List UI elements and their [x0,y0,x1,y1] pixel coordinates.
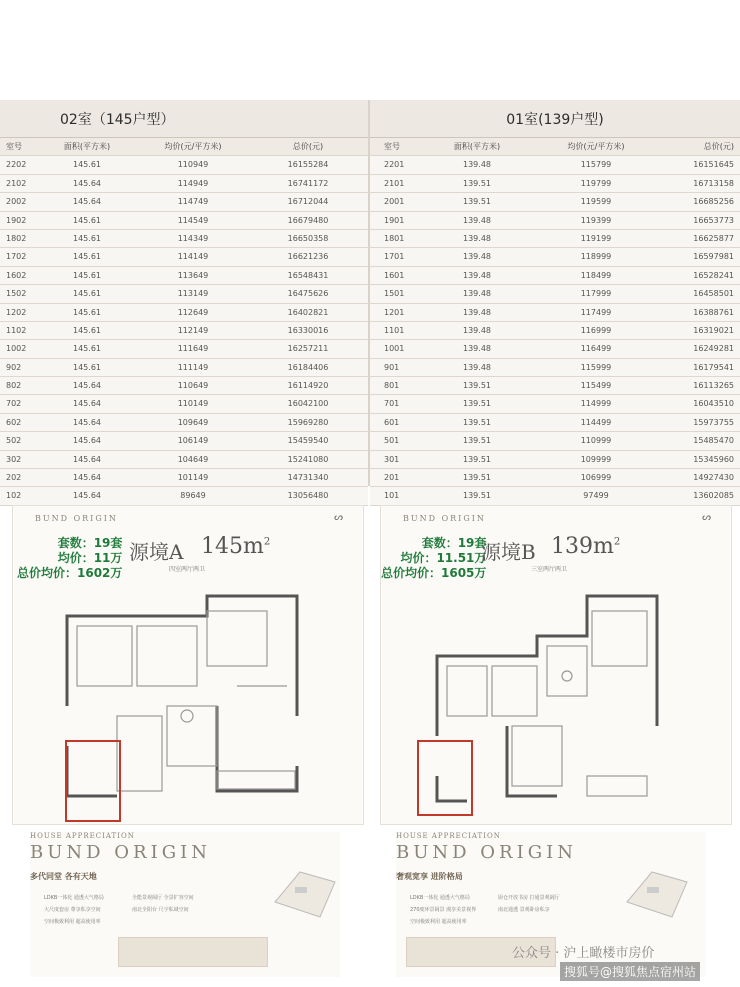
table-cell: 145.64 [73,417,101,427]
table-row [370,230,740,248]
table-row [0,175,368,193]
table-row [0,340,368,358]
table-row [370,212,740,230]
table-cell: 1802 [6,233,27,243]
table-cell: 139.48 [463,160,491,170]
column-header: 面积(平方米) [453,142,501,151]
unit-area: $145m^2$ [201,534,271,559]
watermark-source: 搜狐号@搜狐焦点宿州站 [560,962,700,981]
table-cell: 902 [6,362,22,372]
table-cell: 110149 [177,399,209,409]
table-row [0,230,368,248]
table-cell: 13056480 [287,491,329,501]
feature-item: 大尺度套房 尊享私享空间 [44,907,101,913]
table-row [370,285,740,303]
table-cell: 15973755 [693,417,734,427]
appreciation-panel-a [30,832,340,977]
table-cell: 111649 [177,344,209,354]
table-cell: 701 [384,399,400,409]
table-cell: 113649 [177,270,209,280]
table-cell: 110999 [580,436,612,446]
table-cell: 139.51 [463,473,491,483]
table-row [0,322,368,340]
brand-title: BUND ORIGIN [396,842,577,863]
table-row [0,469,368,487]
table-cell: 16741172 [287,178,329,188]
table-cell: 101 [384,491,400,501]
floorplan-panel-b [380,505,732,825]
table-cell: 145.61 [73,362,101,372]
table-cell: 97499 [583,491,609,501]
table-cell: 16042100 [287,399,329,409]
table-cell: 139.48 [463,289,491,299]
table-cell: 145.64 [73,197,101,207]
site-map-icon [622,862,692,922]
table-cell: 145.61 [73,233,101,243]
table-cell: 16597981 [693,252,734,262]
table-cell: 145.61 [73,215,101,225]
table-cell: 101149 [177,473,209,483]
table-cell: 145.61 [73,325,101,335]
table-cell: 2102 [6,178,27,188]
table-cell: 601 [384,417,400,427]
table-cell: 89649 [180,491,206,501]
table-row [370,304,740,322]
table-cell: 302 [6,454,22,464]
table-cell: 145.64 [73,178,101,188]
table-cell: 145.61 [73,160,101,170]
section-label: HOUSE APPRECIATION [30,832,135,840]
price-tables [0,100,740,501]
table-cell: 106149 [177,436,209,446]
table-row [0,432,368,450]
table-row [370,395,740,413]
table-cell: 15241080 [287,454,329,464]
table-cell: 139.51 [463,399,491,409]
table-cell: 139.48 [463,307,491,317]
stats-block [381,536,486,581]
table-cell: 16621236 [287,252,329,262]
table-cell: 2002 [6,197,27,207]
table-cell: 16113265 [693,381,734,391]
table-cell: 1701 [384,252,405,262]
table-cell: 145.64 [73,436,101,446]
table-cell: 118499 [580,270,612,280]
table-row [370,322,740,340]
feature-item: 空间极致利用 超高使用率 [410,919,467,925]
feature-item: 南北通透 景观卧房私享 [498,907,550,913]
highlight-box [65,740,121,822]
table-cell: 16679480 [287,215,329,225]
feature-item: LDKB一体化 通透大气格局 [410,895,470,901]
column-header: 室号 [6,142,22,151]
section-title: 奢观宽享 进阶格局 [396,872,463,881]
table-cell: 114349 [177,233,209,243]
table-row [0,359,368,377]
table-cell: 16114920 [287,381,329,391]
table-cell: 1101 [384,325,405,335]
table-cell: 119399 [580,215,612,225]
feature-item: 厨仓开放书房 打通景观阔厅 [498,895,560,901]
table-cell: 114149 [177,252,209,262]
table-cell: 139.48 [463,362,491,372]
section-label: HOUSE APPRECIATION [396,832,501,840]
brand-logo-icon: ᔕ [334,512,343,523]
table-cell: 139.48 [463,215,491,225]
table-cell: 139.51 [463,417,491,427]
table-cell: 114949 [177,178,209,188]
table-cell: 801 [384,381,400,391]
table-cell: 702 [6,399,22,409]
table-cell: 1902 [6,215,27,225]
table-cell: 1202 [6,307,27,317]
table-cell: 16685256 [693,197,734,207]
table-cell: 113149 [177,289,209,299]
table-cell: 501 [384,436,400,446]
table-cell: 16402821 [287,307,329,317]
feature-item: LDKB一体化 通透大气格局 [44,895,104,901]
brand-logo-icon: ᔕ [702,512,711,523]
brand-title: BUND ORIGIN [30,842,211,863]
table-cell: 16475626 [287,289,329,299]
highlight-box [417,740,473,816]
table-cell: 16625877 [693,233,734,243]
table-cell: 1502 [6,289,27,299]
table-row [0,377,368,395]
unit-name: 源境A [129,540,184,564]
table-row [370,193,740,211]
table-row [370,414,740,432]
unit-area: $139m^2$ [551,534,621,559]
table-row [0,451,368,469]
table-cell: 115499 [580,381,612,391]
table-cell: 16043510 [693,399,734,409]
table-cell: 16179541 [693,362,734,372]
table-cell: 502 [6,436,22,446]
table-row [370,432,740,450]
unit-layout: 三室两厅两卫 [531,566,568,573]
table-cell: 16249281 [693,344,734,354]
table-divider [368,100,370,486]
table-cell: 115999 [580,362,612,372]
table-row [370,340,740,358]
table-cell: 145.64 [73,473,101,483]
table-cell: 110949 [177,160,209,170]
table-cell: 117999 [580,289,612,299]
table-header-row [0,138,368,156]
table-row [0,304,368,322]
table-cell: 2001 [384,197,405,207]
table-cell: 145.64 [73,399,101,409]
table-cell: 201 [384,473,400,483]
table-cell: 115799 [580,160,612,170]
feature-item: 270度环景阔景 漫享美景视界 [410,907,477,913]
table-row [0,248,368,266]
table-cell: 114549 [177,215,209,225]
column-header: 面积(平方米) [63,142,111,151]
column-header: 总价(元) [292,142,324,151]
table-title: 01室(139户型) [370,100,740,138]
table-cell: 145.64 [73,381,101,391]
column-header: 均价(元/平方米) [567,142,625,151]
table-cell: 16319021 [693,325,734,335]
table-cell: 1901 [384,215,405,225]
table-cell: 139.48 [463,270,491,280]
table-cell: 145.61 [73,289,101,299]
table-row [370,267,740,285]
column-header: 总价(元) [703,142,734,151]
table-row [0,193,368,211]
table-row [370,175,740,193]
table-row [370,359,740,377]
column-header: 室号 [384,142,400,151]
table-row [370,248,740,266]
table-cell: 117499 [580,307,612,317]
table-cell: 139.51 [463,436,491,446]
table-cell: 145.61 [73,270,101,280]
unit-layout: 四室两厅两卫 [169,566,206,573]
table-cell: 116999 [580,325,612,335]
total-price: 总价均价：1605万 [381,566,487,580]
table-cell: 16548431 [287,270,329,280]
brand-label: BUND ORIGIN [35,514,118,523]
table-cell: 145.64 [73,491,101,501]
table-cell: 1501 [384,289,405,299]
table-cell: 301 [384,454,400,464]
table-cell: 139.51 [463,454,491,464]
table-row [0,487,368,505]
table-cell: 145.61 [73,252,101,262]
feature-item: 空间极致利用 超高使用率 [44,919,101,925]
table-cell: 16184406 [287,362,329,372]
table-cell: 139.51 [463,381,491,391]
table-row [0,212,368,230]
table-cell: 901 [384,362,400,372]
table-row [370,156,740,174]
table-01-room [370,100,740,501]
table-header-row [370,138,740,156]
table-cell: 202 [6,473,22,483]
table-cell: 109999 [580,454,612,464]
table-cell: 114999 [580,399,612,409]
table-cell: 13602085 [693,491,734,501]
total-price: 总价均价：1602万 [17,566,123,580]
table-row [0,395,368,413]
sets-count: 套数：19套 [57,536,123,550]
table-cell: 139.51 [463,491,491,501]
unit-name: 源境B [481,540,536,564]
table-cell: 16653773 [693,215,734,225]
table-cell: 2202 [6,160,27,170]
table-cell: 102 [6,491,22,501]
table-cell: 15459540 [287,436,329,446]
table-cell: 139.51 [463,178,491,188]
table-cell: 119199 [580,233,612,243]
table-cell: 1102 [6,325,27,335]
table-cell: 139.51 [463,197,491,207]
table-row [370,377,740,395]
brand-label: BUND ORIGIN [403,514,486,523]
table-cell: 1702 [6,252,27,262]
table-cell: 16388761 [693,307,734,317]
table-row [0,414,368,432]
table-row [370,487,740,505]
building-blueprint [118,937,268,967]
table-cell: 114499 [580,417,612,427]
table-cell: 109649 [177,417,209,427]
table-cell: 139.48 [463,233,491,243]
floorplan-panel-a [12,505,364,825]
watermark-text: 公众号 · 沪上瞰楼市房价 [512,946,655,961]
table-cell: 1002 [6,344,27,354]
table-cell: 14927430 [693,473,734,483]
table-row [0,285,368,303]
avg-price: 均价：11.51万 [400,551,487,565]
table-row [370,451,740,469]
table-cell: 14731340 [287,473,329,483]
feature-item: 南北全阳台 尺宇私域空间 [132,907,189,913]
table-cell: 15485470 [693,436,734,446]
table-cell: 2101 [384,178,405,188]
table-cell: 145.61 [73,344,101,354]
table-cell: 2201 [384,160,405,170]
table-cell: 1801 [384,233,405,243]
stats-block [17,536,122,581]
table-title: 02室（145户型） [0,100,368,138]
table-row [370,469,740,487]
column-header: 均价(元/平方米) [164,142,222,151]
table-cell: 802 [6,381,22,391]
table-cell: 16257211 [287,344,329,354]
table-row [0,267,368,285]
table-cell: 119599 [580,197,612,207]
table-cell: 16151645 [693,160,734,170]
table-cell: 111149 [177,362,209,372]
table-row [0,156,368,174]
table-cell: 1001 [384,344,405,354]
table-cell: 145.61 [73,307,101,317]
table-cell: 16155284 [287,160,329,170]
table-cell: 106999 [580,473,612,483]
table-cell: 104649 [177,454,209,464]
table-cell: 118999 [580,252,612,262]
table-cell: 139.48 [463,252,491,262]
table-cell: 112149 [177,325,209,335]
table-cell: 16713158 [693,178,734,188]
table-cell: 15345960 [693,454,734,464]
avg-price: 均价：11万 [57,551,123,565]
table-cell: 15969280 [287,417,329,427]
table-cell: 16458501 [693,289,734,299]
table-cell: 112649 [177,307,209,317]
section-title: 多代同堂 各有天地 [30,872,97,881]
table-cell: 110649 [177,381,209,391]
site-map-icon [270,862,340,922]
table-cell: 16528241 [693,270,734,280]
table-cell: 1602 [6,270,27,280]
table-cell: 145.64 [73,454,101,464]
table-cell: 1201 [384,307,405,317]
table-cell: 16650358 [287,233,329,243]
table-cell: 116499 [580,344,612,354]
table-cell: 139.48 [463,325,491,335]
sets-count: 套数：19套 [421,536,487,550]
table-02-room [0,100,368,501]
table-cell: 139.48 [463,344,491,354]
feature-item: 全能景观阔厅 全景扩容空间 [132,895,194,901]
table-cell: 1601 [384,270,405,280]
table-cell: 16330016 [287,325,329,335]
table-cell: 119799 [580,178,612,188]
table-cell: 602 [6,417,22,427]
table-cell: 16712044 [287,197,329,207]
table-cell: 114749 [177,197,209,207]
